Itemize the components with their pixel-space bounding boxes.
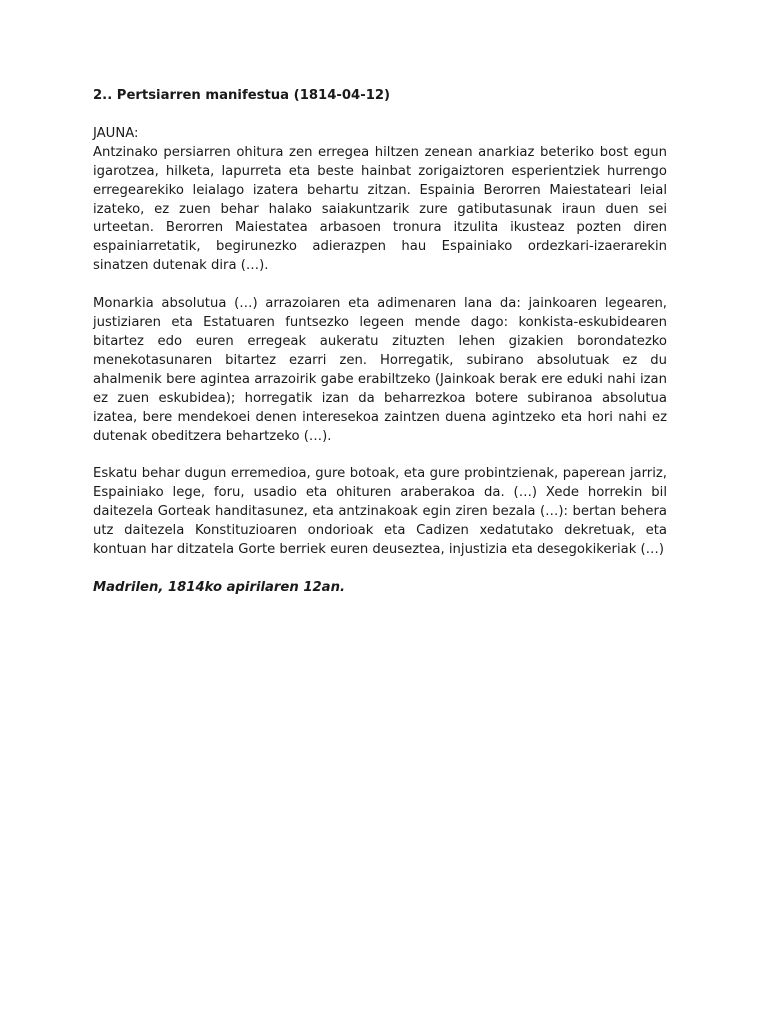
document-heading bbox=[93, 87, 667, 106]
closing-date-line: Madrilen, 1814ko apirilaren 12an. bbox=[93, 579, 345, 595]
paragraph-1: Antzinako persiarren ohitura zen erregea hiltzen zenean anarkiaz beteriko bost egun igarotzea, hilketa, lapurreta eta beste hainbat zorigaiztoren esperientziek hurrengo erregearekiko leialago izatera behartu zitzan. Espainia Berorren Maiestateari leial izateko, ez zuen behar halako saiakuntzarik zure gatibutasunak iraun duen sei urteetan. Berorren Maiestatea arbasoen tronura itzulita ikusteaz pozten diren espainiarretatik, begirunezko adierazpen hau Espainiako ordezkari-izaerarekin sinatzen dutenak dira (…). bbox=[93, 144, 667, 274]
heading-title: . Pertsiarren manifestua (1814-04-12) bbox=[107, 88, 391, 103]
document-page bbox=[93, 87, 667, 598]
heading-number: 2. bbox=[93, 88, 108, 103]
paragraph-3: Eskatu behar dugun erremedioa, gure botoak, eta gure probintzienak, paperean jarriz, Espainiako lege, foru, usadio eta ohituren araberakoa da. (…) Xede horrekin bil daitezela Gorteak handitasunez, eta antzinakoak egin ziren bezala (…): bertan behera utz daitezela Konstituzioaren ondorioak eta Cadizen xedatutako dekretuak, eta kontuan har ditzatela Gorte berriek euren deuseztea, injustizia eta desegokikeriak (…) bbox=[93, 466, 667, 558]
salutation: JAUNA: bbox=[93, 125, 139, 141]
paragraph-2: Monarkia absolutua (…) arrazoiaren eta adimenaren lana da: jainkoaren legearen, justiziaren eta Estatuaren funtsezko legeen mende dago: konkista-eskubidearen bitartez edo euren erregeak aukeratu zituzten lehen gizakien borondatezko menekotasunaren bitartez ezarri zen. Horregatik, subirano absolutuak ez du ahalmenik bere agintea arrazoirik gabe erabiltzeko (Jainkoak berak ere eduki nahi izan ez zuen eskubidea); horregatik izan da beharrezkoa botere subiranoa absolutua izatea, bere mendekoei denen interesekoa zaintzen duena agintzeko eta hori nahi ez dutenak obeditzera behartzeko (…). bbox=[93, 296, 667, 444]
